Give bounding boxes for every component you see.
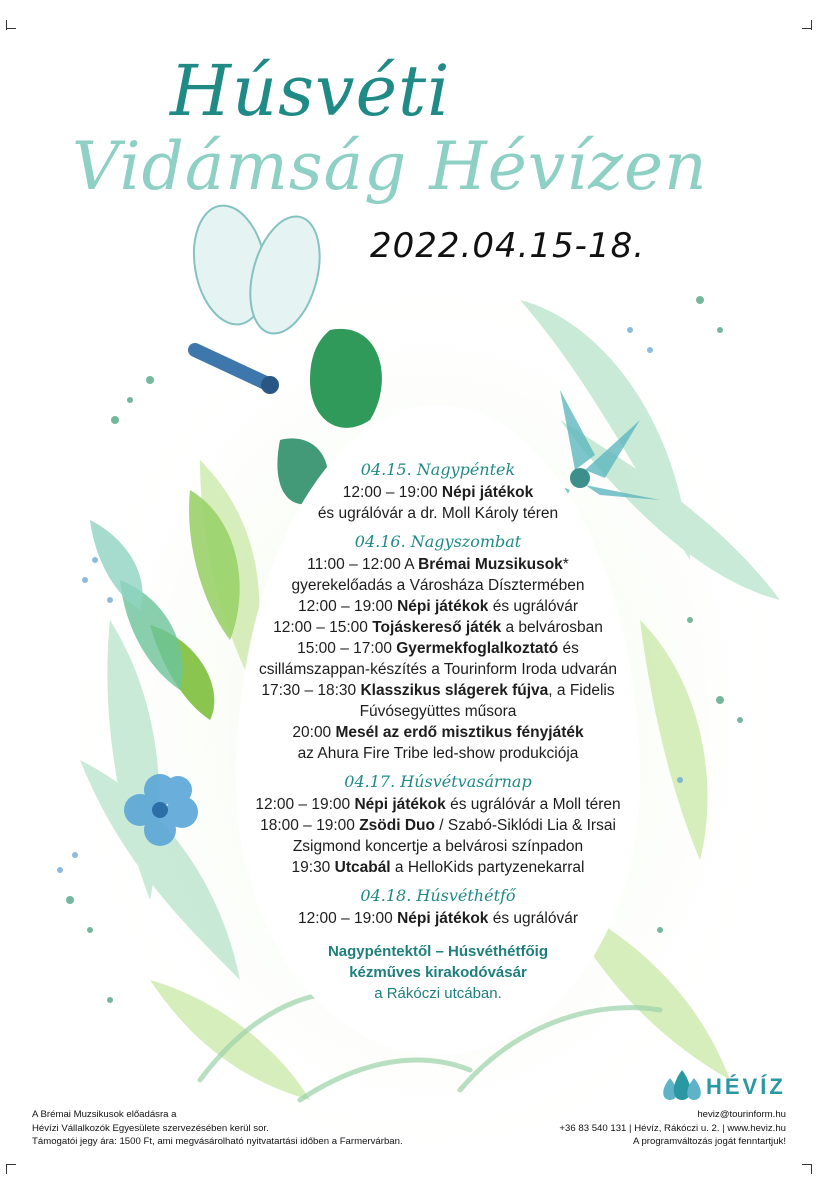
program-text: 20:00: [292, 724, 336, 741]
program-line: [236, 554, 640, 575]
program-text: 12:00 – 19:00: [255, 796, 355, 813]
program-line: [236, 617, 640, 638]
program-line: [236, 659, 640, 680]
program-highlight: Tojáskereső játék: [372, 619, 502, 636]
program-text: és: [558, 640, 579, 657]
event-title-line1: Húsvéti: [170, 50, 451, 132]
program-highlight: Népi játékok: [354, 796, 446, 813]
program-text: / Szabó-Siklódi Lia & Irsai: [434, 817, 616, 834]
footer-contact: +36 83 540 131 | Hévíz, Rákóczi u. 2. | www.heviz.hu: [559, 1122, 786, 1134]
program-line: [236, 743, 640, 764]
program-text: a belvárosban: [501, 619, 603, 636]
program-line: [236, 638, 640, 659]
program-highlight: Zsödi Duo: [359, 817, 435, 834]
program-line: [236, 680, 640, 701]
program-line: [236, 857, 640, 878]
day-heading: 04.16. Nagyszombat: [354, 532, 522, 551]
heviz-water-drops-icon: [660, 1066, 704, 1102]
footer-left-line: Támogatói jegy ára: 1500 Ft, ami megvásárolható nyitvatartási időben a Farmervárban.: [32, 1136, 403, 1147]
program-text: 12:00 – 19:00: [342, 484, 442, 501]
program-text: és ugrálóvár: [488, 910, 579, 927]
program-text: 17:30 – 18:30: [261, 682, 361, 699]
event-title-line2: Vidámság Hévízen: [72, 128, 708, 205]
program-text: gyerekelőadás a Városháza Dísztermében: [291, 577, 585, 594]
program-highlight: Brémai Muzsikusok: [418, 556, 563, 573]
program-line: [236, 503, 640, 524]
program-highlight: Gyermekfoglalkoztató: [396, 640, 559, 657]
program-line: [236, 794, 640, 815]
program-highlight: Népi játékok: [397, 910, 489, 927]
footer-left-line: Hévízi Vállalkozók Egyesülete szervezésében kerül sor.: [32, 1122, 269, 1134]
program-line: [236, 701, 640, 722]
program-line: [236, 722, 640, 743]
program-line: [236, 575, 640, 596]
program-line: [236, 482, 640, 503]
program-text: 18:00 – 19:00: [260, 817, 360, 834]
program-text: a HelloKids partyzenekarral: [390, 859, 585, 876]
program-text: 12:00 – 15:00: [273, 619, 373, 636]
program-highlight: Népi játékok: [397, 598, 489, 615]
day-heading: 04.15. Nagypéntek: [360, 460, 516, 479]
day-heading: 04.18. Húsvéthétfő: [360, 886, 516, 905]
program-line: [236, 815, 640, 836]
program-text: csillámszappan-készítés a Tourinform Iroda udvarán: [258, 661, 618, 678]
program-text: 15:00 – 17:00: [297, 640, 397, 657]
program-line: [236, 836, 640, 857]
program-text: Fúvósegyüttes műsora: [359, 703, 517, 720]
program-text: 12:00 – 19:00: [297, 910, 398, 927]
program-highlight: Népi játékok: [441, 484, 534, 501]
program-text: 19:30: [291, 859, 335, 876]
program-line: [236, 908, 640, 929]
program-text: és ugrálóvár a dr. Moll Károly téren: [317, 505, 559, 522]
program-line: [236, 596, 640, 617]
footer-right: [559, 1108, 786, 1149]
program-text: 12:00 – 19:00: [297, 598, 398, 615]
program-text: , a Fidelis: [548, 682, 615, 699]
footer-email: heviz@tourinform.hu: [697, 1109, 786, 1120]
program-highlight: Mesél az erdő misztikus fényjáték: [335, 724, 584, 741]
heviz-logo-text: HÉVÍZ: [706, 1074, 786, 1099]
event-date: 2022.04.15-18.: [370, 226, 646, 266]
program-text: az Ahura Fire Tribe led-show produkciója: [297, 745, 579, 762]
program-highlight: Utcabál: [334, 859, 391, 876]
footer-left-line: A Brémai Muzsikusok előadásra a: [32, 1109, 177, 1120]
program-text: és ugrálóvár a Moll téren: [445, 796, 621, 813]
closing-line: Nagypéntektől – Húsvéthétfőig: [327, 943, 549, 960]
closing-line: kézműves kirakodóvásár: [349, 964, 527, 981]
program-schedule: [236, 452, 640, 1004]
closing-line: a Rákóczi utcában.: [374, 985, 502, 1002]
day-heading: 04.17. Húsvétvasárnap: [344, 772, 532, 791]
program-text: *: [562, 556, 569, 573]
closing-note: [236, 941, 640, 1004]
program-text: Zsigmond koncertje a belvárosi színpadon: [292, 838, 584, 855]
footer-disclaimer: A programváltozás jogát fenntartjuk!: [632, 1136, 786, 1147]
program-text: és ugrálóvár: [488, 598, 579, 615]
program-text: 11:00 – 12:00 A: [307, 556, 419, 573]
footer-left: [32, 1108, 403, 1149]
program-highlight: Klasszikus slágerek fújva: [360, 682, 549, 699]
